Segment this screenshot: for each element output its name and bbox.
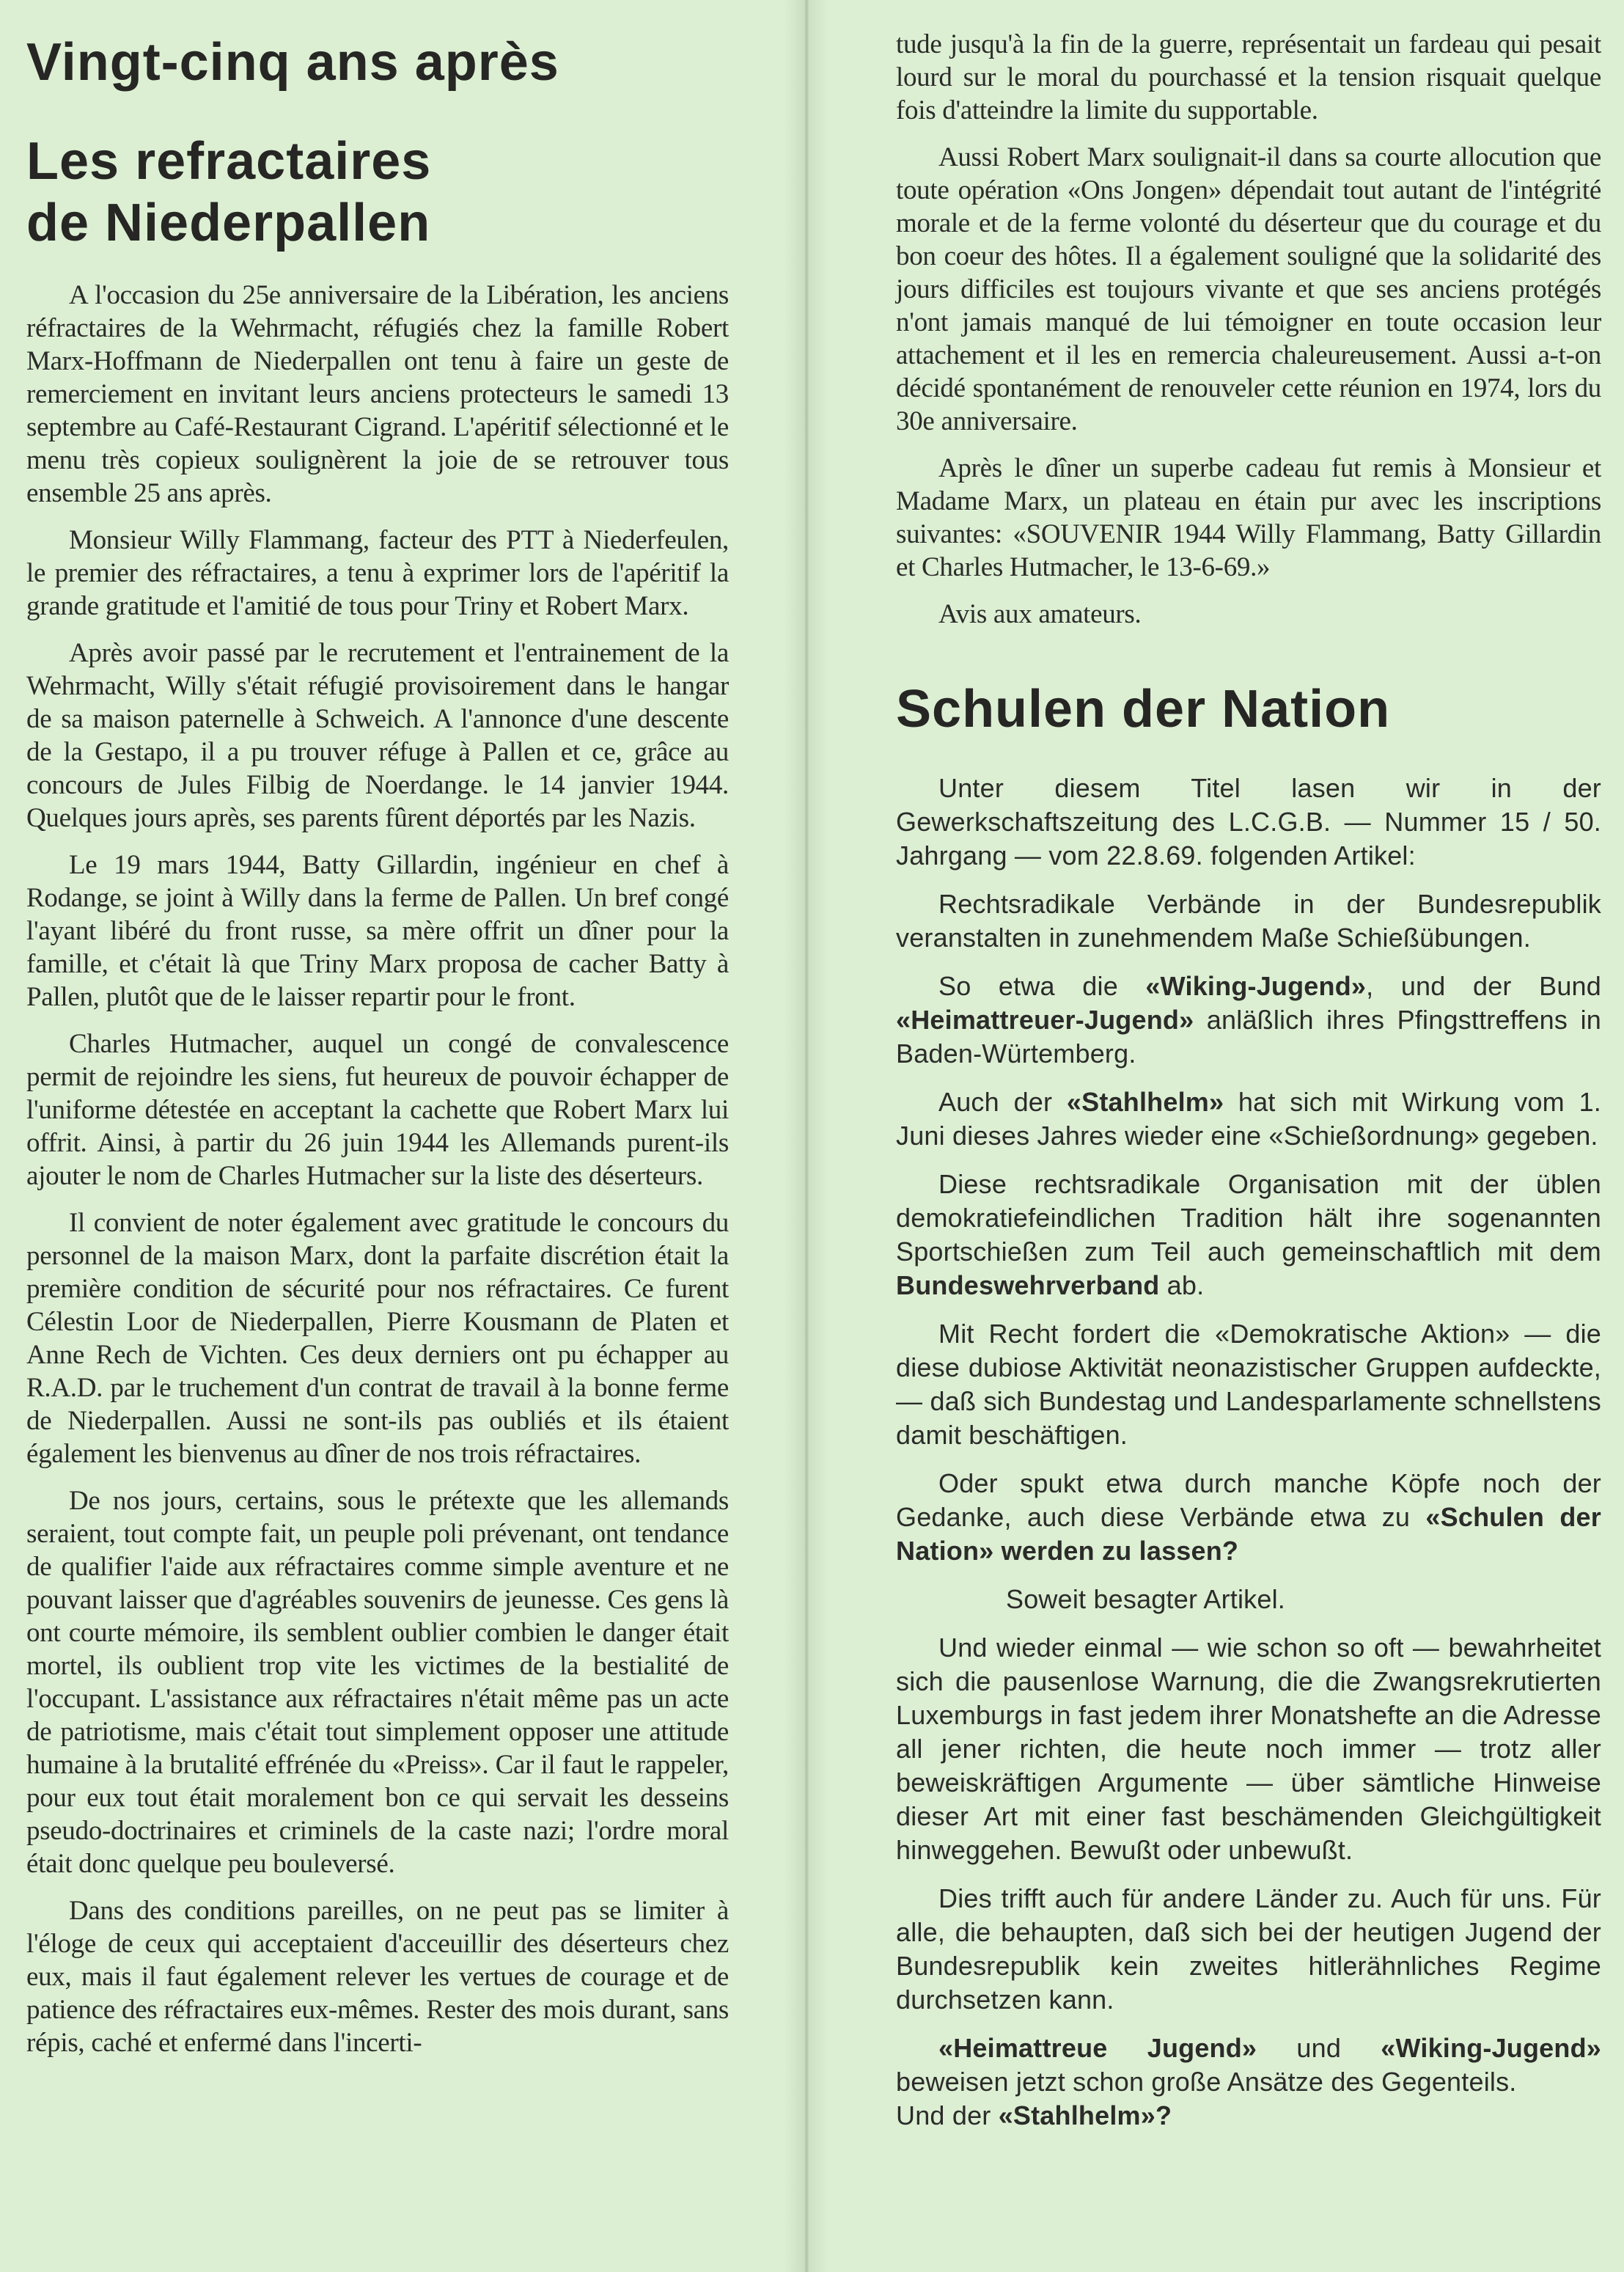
paragraph [896,970,1601,1071]
bold-text: «Heimattreue Jugend» [938,2033,1257,2063]
bold-text: «Wiking-Jugend» [1381,2033,1601,2063]
text: So etwa die [938,971,1146,1001]
article-continuation [896,28,1601,631]
paragraph: Und wieder einmal — wie schon so oft — bewahrheitet sich die pausenlose Warnung, die die Zwangsrekrutierten Luxemburgs in fast jedem ihrer Monatshefte an die Adresse all jener richten, die heute noch immer — trotz aller beweiskräftigen Argumente — über sämtliche Hinweise dieser Art mit einer fast beschämenden Gleichgültigkeit hinweggehen. Bewußt oder unbewußt. [896,1632,1601,1865]
article-body [26,279,729,2059]
paragraph: Soweit besagter Artikel. [1006,1584,1285,1614]
german-article [896,772,1601,2133]
bold-text: «Schulen der Nation» werden zu lassen? [896,1502,1601,1566]
paragraph [896,1085,1601,1153]
text: Auch der [938,1087,1067,1117]
bold-text: «Wiking-Jugend» [1145,971,1367,1001]
paragraph: Il convient de noter également avec gratitude le concours du personnel de la maison Marx, dont la parfaite discrétion était la première condition de sécurité pour nos réfractaires. Ce furent Célestin Loor de Niederpallen, Pierre Kousmann de Platen et Anne Rech de Vichten. Ces deux derniers ont pu échapper au R.A.D. par le truchement d'un contrat de travail à la bonne ferme de Niederpallen. Aussi ne sont-ils pas oubliés et ils étaient également les bienvenus au dîner de nos trois réfractaires. [26,1208,729,1469]
paragraph [896,1168,1601,1302]
page-fold-shadow [785,0,828,2272]
paragraph [896,2031,1601,2133]
paragraph [896,1467,1601,1568]
paragraph: Dies trifft auch für andere Länder zu. Auch für uns. Für alle, die behaupten, daß sich bei der heutigen Jugend der Bundesrepublik kein zweites hitlerähnliches Regime durchsetzen kann. [896,1883,1601,2015]
subtitle-line-2: de Niederpallen [26,194,431,252]
paragraph: Aussi Robert Marx soulignait-il dans sa courte allocution que toute opération «Ons Jongen» dépendait tout autant de l'intégrité morale et de la ferme volonté du déserteur que du courage et du bon coeur des hôtes. Il a également souligné que la solidarité des jours difficiles est toujours vivante et que ses anciens protégés n'ont jamais manqué de lui témoigner en toute occasion leur attachement et il les en remercia chaleureusement. Aussi a-t-on décidé spontanément de renouveler cette réunion en 1974, lors du 30e anniversaire. [896,142,1601,436]
paragraph: A l'occasion du 25e anniversaire de la Libération, les anciens réfractaires de la Wehrmacht, réfugiés chez la famille Robert Marx-Hoffmann de Niederpallen ont tenu à faire un geste de remerciement en invitant leurs anciens protecteurs le samedi 13 septembre au Café-Restaurant Cigrand. L'apéritif sélectionné et le menu très copieux soulignèrent la joie de se retrouver tous ensemble 25 ans après. [26,280,729,508]
left-column [26,29,729,2073]
text: anläßlich ihres Pfingsttreffens in Baden-Würtemberg. [896,1005,1601,1069]
bold-text: ? [1155,2100,1172,2130]
paragraph: Le 19 mars 1944, Batty Gillardin, ingénieur en chef à Rodange, se joint à Willy dans la ferme de Pallen. Un bref congé l'ayant libéré du front russe, sa mère offrit un dîner pour la famille, et c'était là que Triny Marx proposa de cacher Batty à Pallen, plutôt que de le laisser repartir pour le front. [26,850,729,1012]
paragraph: Dans des conditions pareilles, on ne peut pas se limiter à l'éloge de ceux qui acceptaient d'acceuillir des déserteurs chez eux, mais il faut également relever les vertues de courage et de patience des réfractaires eux-mêmes. Rester des mois durant, sans répis, caché et enfermé dans l'incerti- [26,1896,729,2058]
text: Und der [896,2100,999,2130]
section-heading: Schulen der Nation [896,680,1391,739]
bold-text: Bundeswehrverband [896,1270,1160,1300]
bold-text: «Heimattreuer-Jugend» [896,1005,1194,1035]
paragraph: Avis aux amateurs. [938,599,1142,629]
paragraph: Charles Hutmacher, auquel un congé de convalescence permit de rejoindre les siens, fut heureux de pouvoir échapper de l'uniforme détestée en acceptant la cachette que Robert Marx lui offrit. Ainsi, à partir du 26 juin 1944 les Allemands purent-ils ajouter le nom de Charles Hutmacher sur la liste des déserteurs. [26,1029,729,1191]
paragraph: Unter diesem Titel lasen wir in der Gewerkschaftszeitung des L.C.G.B. — Nummer 15 / 50. Jahrgang — vom 22.8.69. folgenden Artikel: [896,773,1601,871]
text: Oder spukt etwa durch manche Köpfe noch der Gedanke, auch diese Verbände etwa zu [896,1468,1601,1532]
bold-text: «Stahlhelm» [998,2100,1155,2130]
text: Diese rechtsradikale Organisation mit der üblen demokratiefeindlichen Tradition hält ihre sogenannten Sportschießen zum Teil auch gemeinschaftlich mit dem [896,1169,1601,1267]
paragraph: tude jusqu'à la fin de la guerre, représentait un fardeau qui pesait lourd sur le moral du pourchassé et la tension risquait quelque fois d'atteindre la limite du supportable. [896,29,1601,125]
article-title: Vingt-cinq ans après [26,33,559,92]
paragraph: Rechtsradikale Verbände in der Bundesrepublik veranstalten in zunehmendem Maße Schießübungen. [896,889,1601,953]
right-column [896,28,1601,2147]
paragraph: De nos jours, certains, sous le prétexte que les allemands seraient, tout compte fait, un peuple poli prévenant, ont tendance de qualifier l'aide aux réfractaires comme simple aventure et ne pouvant laisser que d'agréables souvenirs de jeunesse. Ces gens là ont courte mémoire, ils semblent oublier combien le danger était mortel, ils oublient trop vite les victimes de la bestialité de l'occupant. L'assistance aux réfractaires n'était même pas un acte de patriotisme, mais c'était tout simplement opposer une attitude humaine à la brutalité effrénée du «Preiss». Car il faut le rappeler, pour eux tout était moralement bon ce qui servait les desseins pseudo-doctrinaires et criminels de la caste nazi; l'ordre moral était donc quelque peu bouleversé. [26,1486,729,1879]
text: hat sich mit Wirkung vom 1. Juni dieses Jahres wieder eine «Schießordnung» gegeben. [896,1087,1602,1151]
subtitle-line-1: Les refractaires [26,132,432,191]
paragraph: Mit Recht fordert die «Demokratische Aktion» — die diese dubiose Aktivität neonazistischer Gruppen aufdeckte, — daß sich Bundestag und Landesparlamente schnellstens damit beschäftigen. [896,1319,1601,1450]
bold-text: «Stahlhelm» [1066,1087,1224,1117]
text: und [1257,2033,1381,2063]
text: beweisen jetzt schon große Ansätze des Gegenteils. [896,2067,1517,2097]
text: ab. [1159,1270,1205,1300]
paragraph: Après le dîner un superbe cadeau fut remis à Monsieur et Madame Marx, un plateau en étain pur avec les inscriptions suivantes: «SOUVENIR 1944 Willy Flammang, Batty Gillardin et Charles Hutmacher, le 13-6-69.» [896,453,1601,582]
paragraph: Monsieur Willy Flammang, facteur des PTT à Niederfeulen, le premier des réfractaires, a tenu à exprimer lors de l'apéritif la grande gratitude et l'amitié de tous pour Triny et Robert Marx. [26,525,729,621]
article-subtitle [26,131,729,254]
paragraph: Après avoir passé par le recrutement et l'entrainement de la Wehrmacht, Willy s'était réfugié provisoirement dans le hangar de sa maison paternelle à Schweich. A l'annonce d'une descente de la Gestapo, il a pu trouver réfuge à Pallen et ce, grâce au concours de Jules Filbig de Noerdange. le 14 janvier 1944. Quelques jours après, ses parents fûrent déportés par les Nazis. [26,638,729,833]
text: , und der Bund [1366,971,1601,1001]
